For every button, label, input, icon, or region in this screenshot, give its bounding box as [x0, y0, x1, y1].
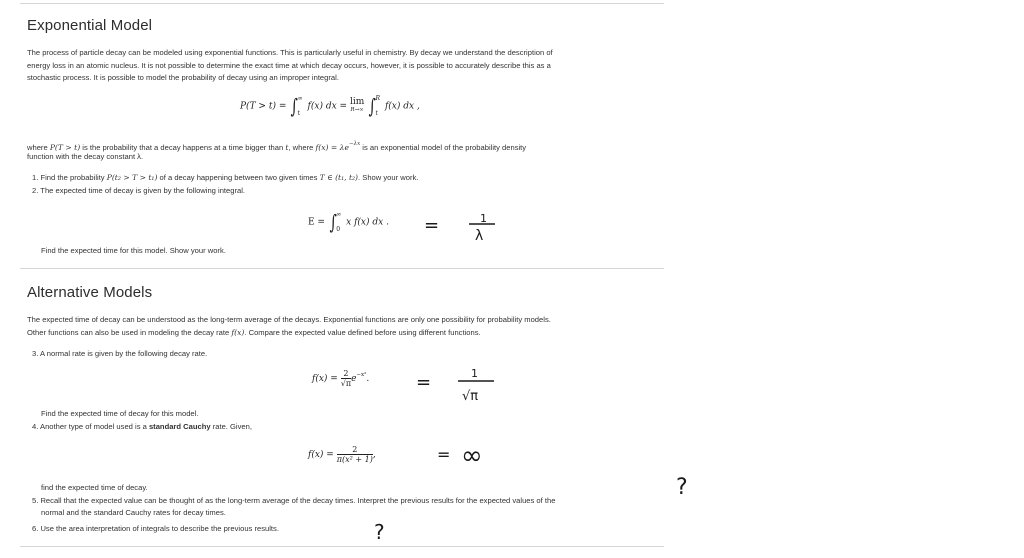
where-math-ptt: P(T > t)	[49, 143, 81, 152]
eq3-num: 2	[341, 369, 351, 379]
eq2-upper: ∞	[336, 211, 342, 218]
item3-a: 3. A	[32, 349, 45, 358]
where-text-c: , where	[288, 143, 314, 152]
eq1-lhs: P(T > t) =	[240, 101, 287, 112]
intro-line-1: The process of particle decay can be modeled using exponential functions. This is particularly useful in chemistry. By decay we understand the description of	[27, 48, 553, 57]
eq3-den: √π	[340, 379, 352, 388]
equation-cauchy-rate	[308, 445, 376, 464]
ans1-den: λ	[475, 228, 484, 244]
alt-intro-line-2	[27, 327, 667, 340]
eq3-frac	[341, 369, 351, 388]
where-line-2: function with the decay constant λ.	[27, 152, 144, 161]
equation-expected-value	[308, 210, 389, 234]
alt-intro-line-1: The expected time of decay can be understood as the long-term average of the decays. Exponential functions are only one possibility for probability models.	[27, 315, 551, 324]
item1-text-a: 1. Find the probability	[32, 173, 105, 182]
find-4: find the expected time of decay.	[41, 483, 148, 492]
integral-sign: ∫	[290, 94, 299, 118]
item-5	[32, 495, 672, 519]
eq4-lhs: f(x) =	[308, 450, 334, 460]
item1-math-tin: T ∈ (t₁, t₂)	[319, 173, 359, 182]
item5-line-1: 5. Recall that the expected value can be thought of as the long-term average of the decay times. Interpret the previous results for the expected values of the	[32, 496, 556, 505]
item4-a: 4. Another type of model used is a	[32, 422, 147, 431]
ans4-equals: =	[437, 445, 451, 464]
where-text-a: where	[27, 143, 48, 152]
lim-text: lim	[349, 97, 365, 107]
eq1-body: f(x) dx =	[307, 101, 348, 112]
q-right: ?	[676, 475, 688, 500]
ans3-den: √π	[462, 389, 479, 404]
eq1-body-2: f(x) dx ,	[384, 101, 420, 112]
eq4-end: ,	[372, 450, 376, 460]
item3-b: normal	[46, 349, 71, 358]
item4-b: standard Cauchy	[148, 422, 211, 431]
alt-intro-2a: Other functions can also be used in modeling the decay rate	[27, 327, 230, 337]
eq1-int-lower: t	[297, 110, 301, 117]
find-expected-time-prompt: Find the expected time for this model. Show your work.	[41, 246, 226, 255]
where-text-d: is an exponential model of the probability density	[362, 143, 527, 152]
find-3: Find the expected time of decay for this model.	[41, 409, 199, 418]
item-2: 2. The expected time of decay is given by the following integral.	[32, 186, 246, 195]
ans3-equals: =	[416, 372, 432, 393]
f-def: f(x) = λe	[315, 143, 349, 152]
integral-sign-3: ∫	[329, 210, 337, 234]
eq2-lhs: E =	[308, 217, 325, 228]
section-rule	[20, 268, 664, 269]
eq3-end: .	[366, 374, 370, 384]
ans4-infinity: ∞	[461, 441, 483, 471]
eq4-num: 2	[337, 445, 373, 455]
item1-text-c: . Show your work.	[358, 173, 419, 182]
alt-intro-2b: . Compare the expected value defined before using different functions.	[244, 327, 481, 337]
where-math-fdef	[315, 143, 360, 152]
item-4	[32, 421, 252, 433]
item4-c: rate. Given,	[212, 422, 252, 431]
equation-probability-integral	[240, 94, 420, 118]
handwritten-answer-4	[433, 440, 543, 474]
section-title-exponential-model: Exponential Model	[27, 17, 153, 34]
intro-line-3: stochastic process. It is possible to model the probability of decay using an improper integral.	[27, 73, 339, 82]
eq1-int-upper: ∞	[297, 95, 303, 102]
eq4-frac	[337, 445, 373, 464]
lim-sub: R→∞	[350, 107, 364, 113]
f-exp: −λx	[348, 141, 361, 147]
exponential-intro-paragraph	[27, 47, 667, 85]
intro-line-2: energy loss in an atomic nucleus. It is not possible to determine the exact time at which decay occurs, however, it is possible to accurately describe this as a	[27, 60, 551, 70]
ans3-num: 1	[471, 367, 478, 380]
top-rule	[20, 3, 664, 4]
eq3-exp: −x²	[356, 372, 367, 378]
eq4-den: π(x² + 1)	[336, 455, 373, 464]
item-1	[32, 172, 418, 184]
eq2-body: x f(x) dx .	[346, 217, 389, 228]
eq2-lower: 0	[336, 226, 341, 233]
integral-sign-2: ∫	[368, 94, 376, 118]
eq3-lhs: f(x) =	[312, 374, 338, 384]
handwritten-question-mark-right	[674, 470, 698, 506]
alt-intro-fx: f(x)	[231, 327, 245, 337]
eq3-e: e	[351, 374, 357, 384]
alternative-intro-paragraph	[27, 314, 667, 339]
ans1-equals: =	[424, 215, 440, 236]
item1-math-p: P(t₂ > T > t₁)	[106, 173, 158, 182]
where-text-b: is the probability that a decay happens at a time bigger than	[82, 143, 284, 152]
item5-line-2: normal and the standard Cauchy rates for decay times.	[41, 508, 226, 517]
item3-c: rate is given by the following decay rate.	[72, 349, 208, 358]
section-title-alternative-models: Alternative Models	[27, 284, 153, 301]
item-6: 6. Use the area interpretation of integrals to describe the previous results.	[32, 524, 279, 533]
equation-normal-rate	[312, 369, 369, 388]
q-bottom: ?	[374, 520, 385, 544]
eq1-limit	[350, 98, 364, 114]
item-3	[32, 348, 207, 360]
where-math-t: t	[285, 143, 289, 152]
eq1-int2-lower: t	[375, 110, 378, 117]
bottom-rule	[20, 546, 664, 547]
item1-text-b: of a decay happening between two given times	[159, 173, 318, 182]
handwritten-answer-3	[412, 366, 522, 408]
handwritten-answer-1	[420, 205, 530, 245]
ans1-num: 1	[480, 212, 487, 225]
handwritten-question-mark-bottom	[372, 517, 396, 547]
eq1-int2-upper: R	[375, 95, 381, 102]
